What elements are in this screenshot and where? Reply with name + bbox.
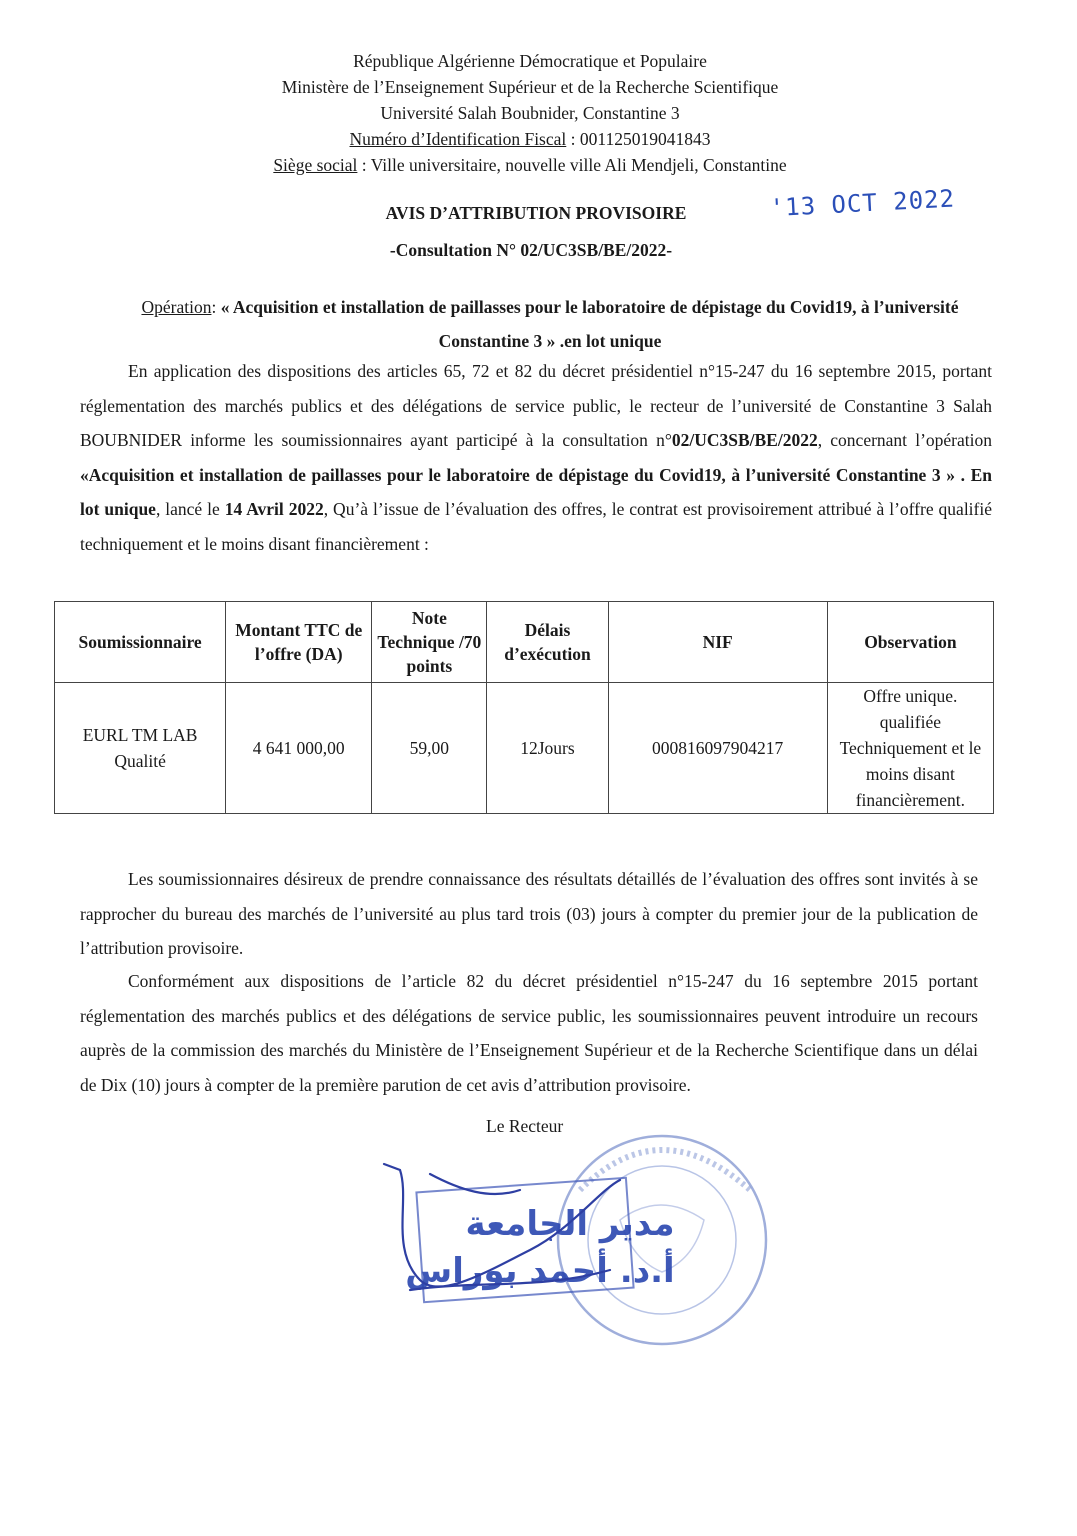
operation-heading: Opération: « Acquisition et installation de paillasses pour le laboratoire de dépistage du Covid19, à l’université Constantine 3 » .en lot unique xyxy=(141,297,959,351)
paragraph-recours: Conformément aux dispositions de l’article 82 du décret présidentiel n°15-247 du 16 septembre 2015 portant réglementation des marchés publics et des délégations de service public, les soumissionnaires peuvent introduire un recours auprès de la commission des marchés du Ministère de l’Enseignement Supérieur et de la Recherche Scientifique dans un délai de Dix (10) jours à compter de la première parution de cet avis d’attribution provisoire. xyxy=(80,971,978,1095)
table-header-row xyxy=(55,602,994,683)
th-delais: Délais d’exécution xyxy=(487,602,608,683)
siege-value: : Ville universitaire, nouvelle ville Ali Mendjeli, Constantine xyxy=(357,155,787,175)
td-observation: Offre unique. qualifiée Techniquement et le moins disant financièrement. xyxy=(827,683,993,814)
signature-stamp-area xyxy=(370,1130,790,1360)
td-soumissionnaire: EURL TM LAB Qualité xyxy=(55,683,226,814)
td-montant: 4 641 000,00 xyxy=(226,683,372,814)
th-note: Note Technique /70 points xyxy=(372,602,487,683)
date-stamp: '13 OCT 2022 xyxy=(769,184,956,223)
th-soumissionnaire: Soumissionnaire xyxy=(55,602,226,683)
attribution-table xyxy=(54,601,994,814)
signatory-title: Le Recteur xyxy=(486,1116,564,1136)
td-delais: 12Jours xyxy=(487,683,608,814)
header-republic: République Algérienne Démocratique et Populaire xyxy=(353,51,707,71)
p1-part4: , Qu’à l’issue de l’évaluation des offres, le contrat est provisoirement attribué à l’offre qualifié techniquement et le moins disant financièrement : xyxy=(80,499,992,554)
p1-operation: «Acquisition et installation de paillasses pour le laboratoire de dépistage du Covid19, à l’université Constantine 3 » . En lot unique xyxy=(80,464,992,519)
nif-value: : 001125019041843 xyxy=(566,129,711,149)
name-stamp xyxy=(405,1178,674,1302)
header-university: Université Salah Boubnider, Constantine 3 xyxy=(380,103,680,123)
td-nif: 000816097904217 xyxy=(608,683,827,814)
th-observation: Observation xyxy=(827,602,993,683)
stamp-name: أ.د. أحمد بوراس xyxy=(405,1251,675,1291)
th-nif: NIF xyxy=(608,602,827,683)
p1-date: 14 Avril 2022 xyxy=(224,499,324,519)
nif-label: Numéro d’Identification Fiscal xyxy=(349,129,567,149)
paragraph-results: Les soumissionnaires désireux de prendre connaissance des résultats détaillés de l’évaluation des offres sont invités à se rapprocher du bureau des marchés de l’université au plus tard trois (03) jours à compter du premier jour de la publication de l’attribution provisoire. xyxy=(80,869,978,958)
stamp-title: مدير الجامعة xyxy=(465,1204,675,1244)
td-note: 59,00 xyxy=(372,683,487,814)
operation-label: Opération xyxy=(141,297,212,317)
p1-consultation: 02/UC3SB/BE/2022 xyxy=(671,430,818,450)
p1-part2: , concernant l’opération xyxy=(817,430,992,450)
letterhead xyxy=(0,48,1060,178)
header-ministry: Ministère de l’Enseignement Supérieur et de la Recherche Scientifique xyxy=(281,77,779,97)
p1-part1: En application des dispositions des articles 65, 72 et 82 du décret présidentiel n°15-247 du 16 septembre 2015, portant réglementation des marchés publics et des délégations de service public, le recteur de l’université de Constantine 3 Salah BOUBNIDER informe les soumissionnaires ayant participé à la consultation n° xyxy=(80,361,992,450)
table-row xyxy=(55,683,994,814)
header-nif xyxy=(0,126,1060,152)
paragraph-application xyxy=(80,354,992,561)
operation-text: « Acquisition et installation de paillasses pour le laboratoire de dépistage du Covid19, à l’université Constantine 3 » .en lot unique xyxy=(220,297,959,351)
consultation-number: -Consultation N° 02/UC3SB/BE/2022- xyxy=(389,240,673,260)
header-siege xyxy=(0,152,1060,178)
siege-label: Siège social xyxy=(273,155,358,175)
th-montant: Montant TTC de l’offre (DA) xyxy=(226,602,372,683)
document-title: AVIS D’ATTRIBUTION PROVISOIRE xyxy=(385,203,687,223)
p1-part3: , lancé le xyxy=(155,499,225,519)
